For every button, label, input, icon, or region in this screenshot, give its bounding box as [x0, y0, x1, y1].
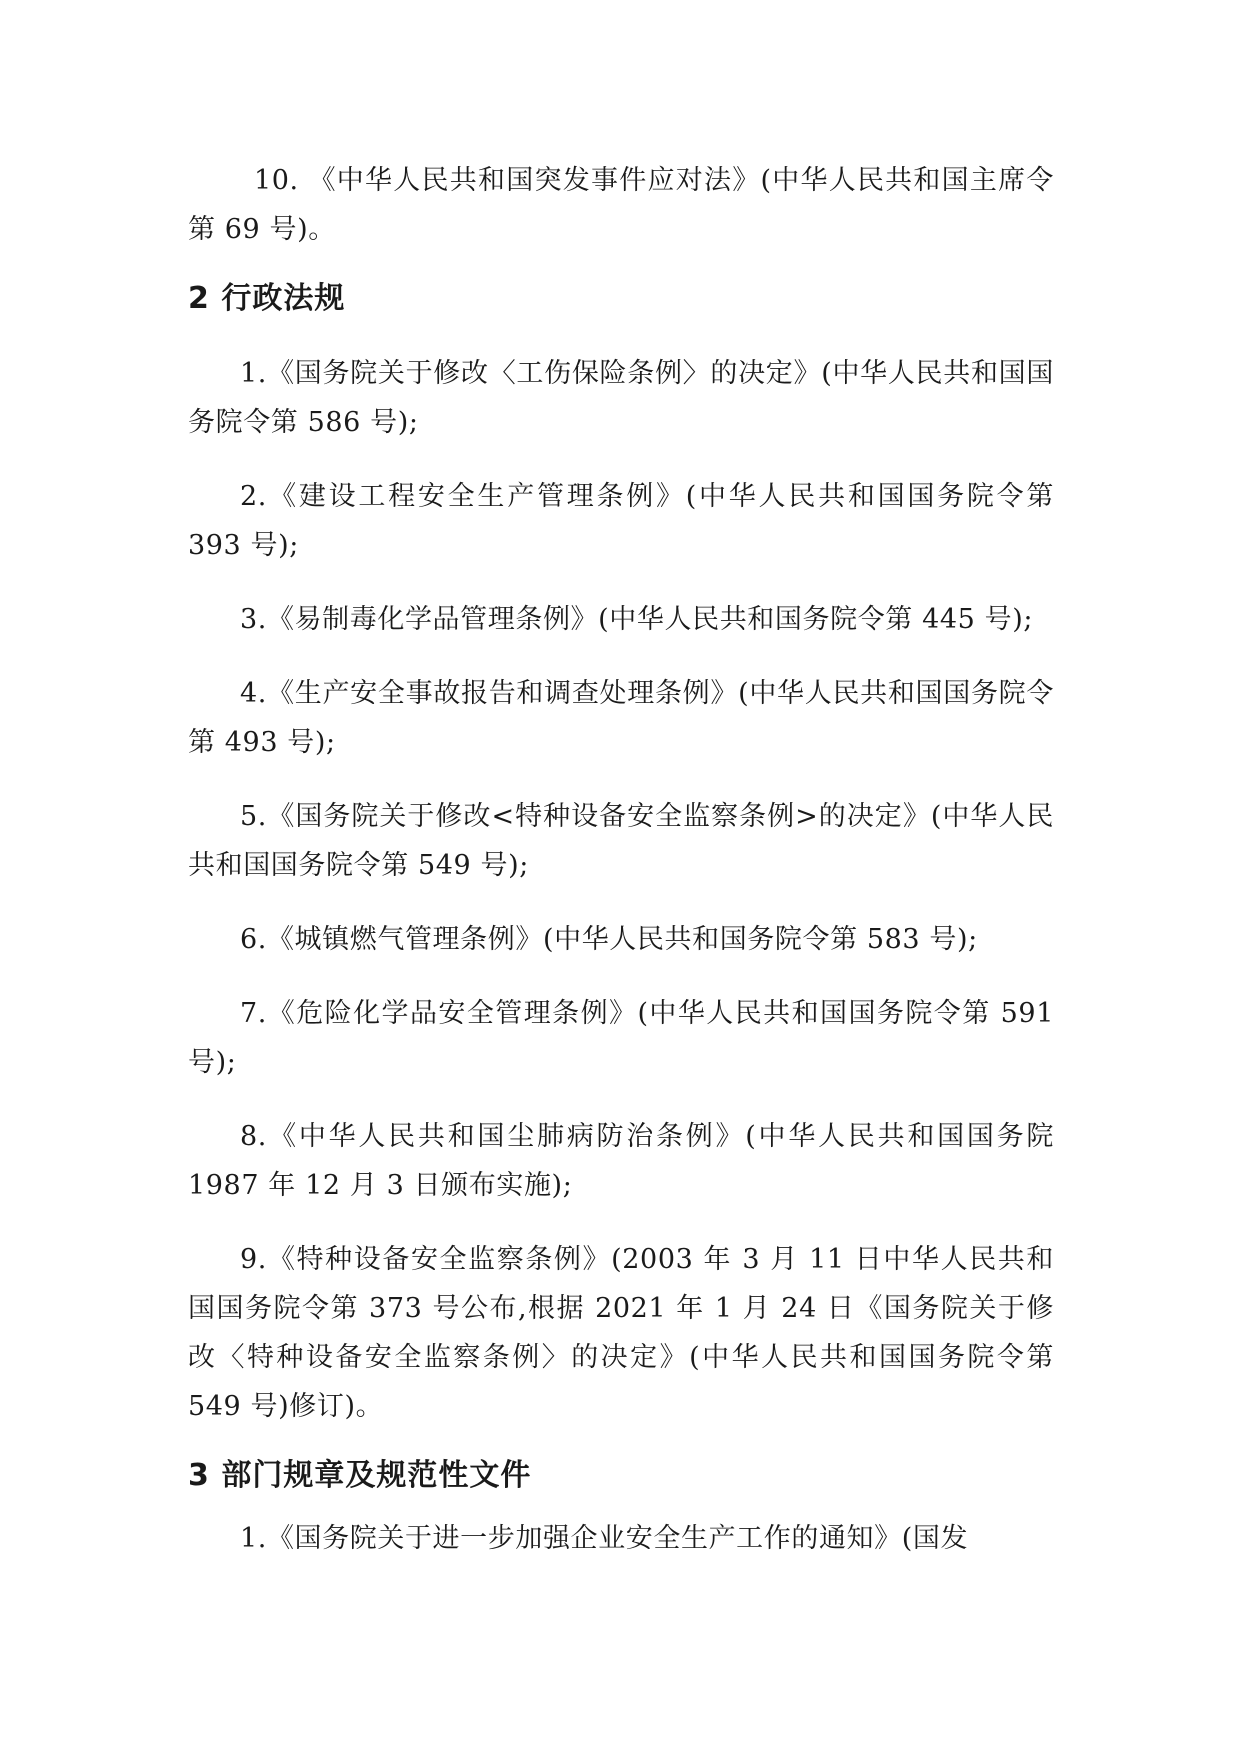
list-item-law-10: 10. 《中华人民共和国突发事件应对法》(中华人民共和国主席令第 69 号)。 [188, 165, 1054, 245]
list-item-regulation-4: 4.《生产安全事故报告和调查处理条例》(中华人民共和国国务院令第 493 号); [188, 678, 1054, 758]
list-item-regulation-8: 8.《中华人民共和国尘肺病防治条例》(中华人民共和国国务院 1987 年 12 月 3 日颁布实施); [188, 1121, 1054, 1201]
list-item-regulation-6: 6.《城镇燃气管理条例》(中华人民共和国务院令第 583 号); [240, 924, 978, 955]
list-item-rule-1: 1.《国务院关于进一步加强企业安全生产工作的通知》(国发 [240, 1523, 969, 1554]
list-item-regulation-2: 2.《建设工程安全生产管理条例》(中华人民共和国国务院令第 393 号); [188, 481, 1054, 561]
section-heading-administrative-regulations: 2 行政法规 [188, 281, 346, 316]
list-item-regulation-3: 3.《易制毒化学品管理条例》(中华人民共和国务院令第 445 号); [240, 604, 1034, 635]
document-page [188, 156, 1054, 1588]
list-item-regulation-7: 7.《危险化学品安全管理条例》(中华人民共和国国务院令第 591 号); [188, 998, 1054, 1078]
list-item-regulation-5: 5.《国务院关于修改<特种设备安全监察条例>的决定》(中华人民共和国国务院令第 549 号); [188, 801, 1054, 881]
list-item-regulation-1: 1.《国务院关于修改〈工伤保险条例〉的决定》(中华人民共和国国务院令第 586 号); [188, 358, 1054, 438]
section-heading-departmental-rules: 3 部门规章及规范性文件 [188, 1458, 532, 1493]
list-item-regulation-9: 9.《特种设备安全监察条例》(2003 年 3 月 11 日中华人民共和国国务院令第 373 号公布,根据 2021 年 1 月 24 日《国务院关于修改〈特种设备安全监察条例〉的决定》(中华人民共和国国务院令第 549 号)修订)。 [188, 1244, 1054, 1422]
